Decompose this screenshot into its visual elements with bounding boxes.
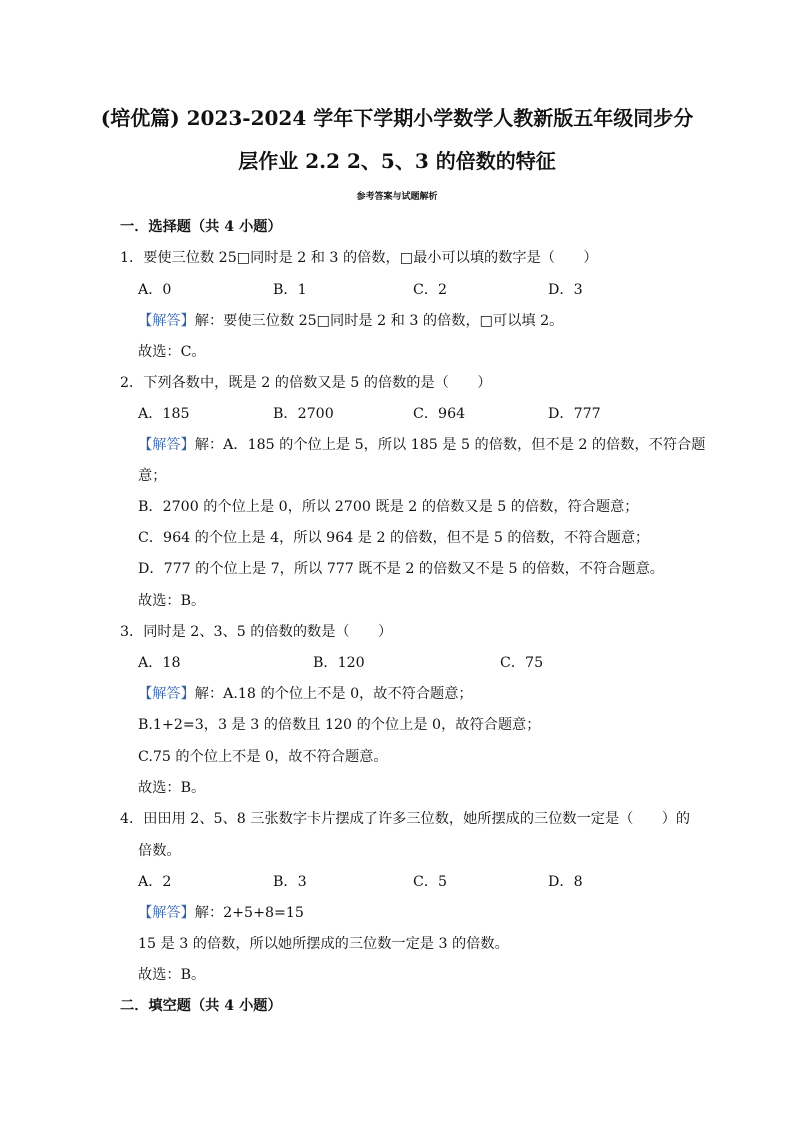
answer-tag: 【解答】 <box>138 686 195 702</box>
question-4-stem: 4．田田用 2、5、8 三张数字卡片摆成了许多三位数，她所摆成的三位数一定是（ ）的 <box>120 811 691 827</box>
question-1-conclusion: 故选：C。 <box>138 344 206 360</box>
question-4-option-b: B．3 <box>273 874 307 890</box>
question-3-answer-line-2: B.1+2=3，3 是 3 的倍数且 120 的个位上是 0，故符合题意； <box>138 717 541 733</box>
question-1-stem: 1．要使三位数 25□同时是 2 和 3 的倍数，□最小可以填的数字是（ ） <box>120 250 598 266</box>
answer-tag: 【解答】 <box>138 905 195 921</box>
section-heading-fill-in: 二．填空题（共 4 小题） <box>120 998 282 1014</box>
document-subtitle: 参考答案与试题解析 <box>356 192 438 202</box>
answer-text: 解：要使三位数 25□同时是 2 和 3 的倍数，□可以填 2。 <box>194 313 564 329</box>
question-2-answer-line-3: B．2700 的个位上是 0，所以 2700 既是 2 的倍数又是 5 的倍数，符合题意； <box>138 499 639 515</box>
question-1-option-b: B．1 <box>273 282 307 298</box>
question-4-option-d: D．8 <box>548 874 583 890</box>
question-4-answer <box>138 904 304 922</box>
question-3-answer-line-3: C.75 的个位上不是 0，故不符合题意。 <box>138 749 388 765</box>
answer-text: 解：A.18 的个位上不是 0，故不符合题意； <box>194 686 473 702</box>
question-3-conclusion: 故选：B。 <box>138 780 206 796</box>
question-2-option-b: B．2700 <box>273 406 334 422</box>
question-4-option-a: A．2 <box>138 874 172 890</box>
question-2-answer-line-5: D．777 的个位上是 7，所以 777 既不是 2 的倍数又不是 5 的倍数，不符合题意。 <box>138 561 664 577</box>
question-2-answer-line-4: C．964 的个位上是 4，所以 964 是 2 的倍数，但不是 5 的倍数，不符合题意； <box>138 530 650 546</box>
question-1-option-a: A．0 <box>138 282 172 298</box>
question-2-stem: 2．下列各数中，既是 2 的倍数又是 5 的倍数的是（ ） <box>120 375 492 391</box>
question-4-option-c: C．5 <box>413 874 448 890</box>
question-2-answer-line-2: 意； <box>138 468 167 484</box>
question-4-answer-line-2: 15 是 3 的倍数，所以她所摆成的三位数一定是 3 的倍数。 <box>138 936 509 952</box>
question-3-answer <box>138 685 473 703</box>
question-3-option-a: A．18 <box>138 655 181 671</box>
question-1-option-d: D．3 <box>548 282 583 298</box>
answer-tag: 【解答】 <box>138 437 195 453</box>
document-title-line-2: 层作业 2.2 2、5、3 的倍数的特征 <box>238 149 556 173</box>
question-3-option-b: B．120 <box>313 655 365 671</box>
document-title-line-1: (培优篇) 2023-2024 学年下学期小学数学人教新版五年级同步分 <box>100 106 694 130</box>
section-heading-choice: 一．选择题（共 4 小题） <box>120 219 282 235</box>
question-3-option-c: C．75 <box>500 655 544 671</box>
answer-text: 解：A．185 的个位上是 5，所以 185 是 5 的倍数，但不是 2 的倍数，不符合题 <box>194 437 706 453</box>
answer-tag: 【解答】 <box>138 313 195 329</box>
question-2-option-c: C．964 <box>413 406 466 422</box>
question-2-option-a: A．185 <box>138 406 190 422</box>
question-2-conclusion: 故选：B。 <box>138 593 206 609</box>
question-1-option-c: C．2 <box>413 282 448 298</box>
question-2-option-d: D．777 <box>548 406 601 422</box>
question-1-answer <box>138 312 563 330</box>
question-4-conclusion: 故选：B。 <box>138 967 206 983</box>
question-2-answer <box>138 436 705 454</box>
answer-text: 解：2+5+8=15 <box>194 905 304 921</box>
question-4-stem-continued: 倍数。 <box>138 843 181 859</box>
question-3-stem: 3．同时是 2、3、5 的倍数的数是（ ） <box>120 624 393 640</box>
